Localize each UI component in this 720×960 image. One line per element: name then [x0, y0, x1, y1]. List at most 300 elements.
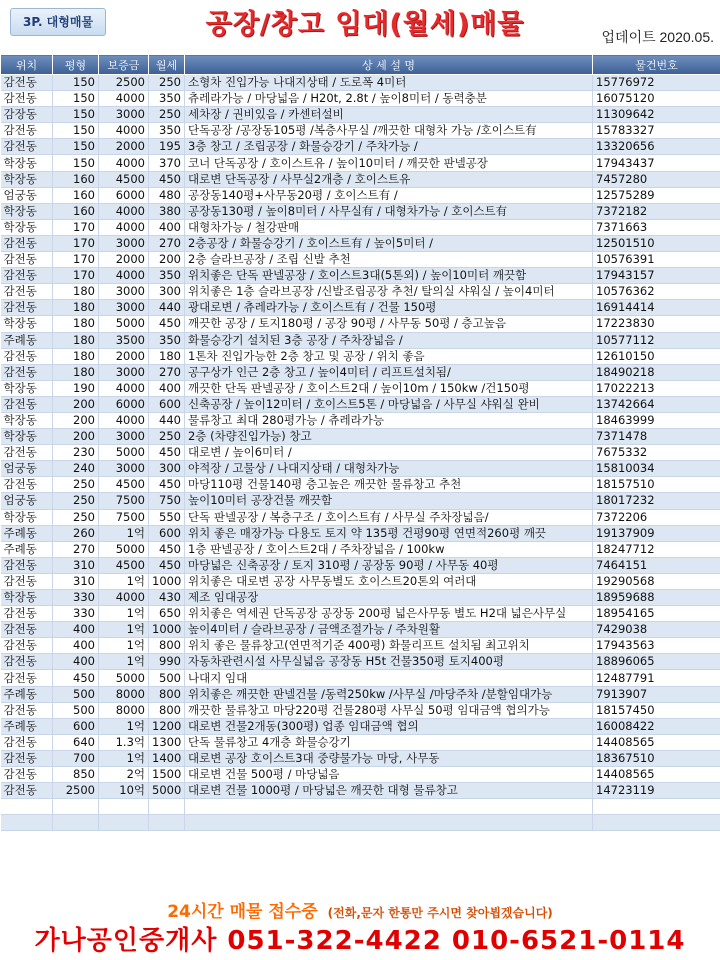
cell-description: 대로변 단독공장 / 사무실2개층 / 호이스트유 — [185, 171, 593, 187]
page-title: 공장/창고 임대(월세)매물 — [205, 9, 525, 40]
table-row — [1, 686, 720, 702]
cell-area: 240 — [53, 461, 99, 477]
table-row — [1, 509, 720, 525]
cell-deposit: 8000 — [99, 686, 149, 702]
cell-listing-id: 7372182 — [593, 203, 720, 219]
cell-rent: 480 — [149, 187, 185, 203]
cell-rent: 350 — [149, 123, 185, 139]
cell-area: 150 — [53, 123, 99, 139]
cell-deposit: 1억 — [99, 654, 149, 670]
cell-deposit: 3000 — [99, 300, 149, 316]
empty-cell — [99, 815, 149, 831]
cell-listing-id: 7913907 — [593, 686, 720, 702]
cell-area: 400 — [53, 622, 99, 638]
cell-description: 2층 슬라브공장 / 조립 신발 추천 — [185, 252, 593, 268]
listings-body — [1, 75, 720, 831]
page-label: 3P. 대형매물 — [10, 8, 106, 36]
cell-listing-id: 15776972 — [593, 75, 720, 91]
empty-cell — [149, 799, 185, 815]
empty-row — [1, 815, 720, 831]
empty-cell — [593, 815, 720, 831]
cell-rent: 450 — [149, 316, 185, 332]
table-row — [1, 654, 720, 670]
cell-location: 주례동 — [1, 541, 53, 557]
cell-listing-id: 18247712 — [593, 541, 720, 557]
cell-area: 150 — [53, 75, 99, 91]
cell-area: 200 — [53, 396, 99, 412]
cell-deposit: 3000 — [99, 284, 149, 300]
cell-deposit: 3000 — [99, 107, 149, 123]
cell-rent: 500 — [149, 670, 185, 686]
cell-area: 850 — [53, 767, 99, 783]
cell-listing-id: 17022213 — [593, 380, 720, 396]
cell-description: 코너 단독공장 / 호이스트유 / 높이10미터 / 깨끗한 판넬공장 — [185, 155, 593, 171]
table-row — [1, 461, 720, 477]
table-row — [1, 235, 720, 251]
cell-listing-id: 16914414 — [593, 300, 720, 316]
cell-listing-id: 10576391 — [593, 252, 720, 268]
cell-area: 700 — [53, 750, 99, 766]
cell-description: 자동차관련시설 사무실넓음 공장동 H5t 건물350평 토지400평 — [185, 654, 593, 670]
cell-deposit: 1억 — [99, 606, 149, 622]
cell-deposit: 4000 — [99, 268, 149, 284]
cell-description: 공구상가 인근 2층 창고 / 높이4미터 / 리프트설치됨/ — [185, 364, 593, 380]
cell-location: 감전동 — [1, 750, 53, 766]
cell-area: 250 — [53, 509, 99, 525]
cell-deposit: 1억 — [99, 622, 149, 638]
cell-description: 1톤차 진입가능한 2층 창고 및 공장 / 위치 좋음 — [185, 348, 593, 364]
cell-description: 단독 판넬공장 / 복층구조 / 호이스트有 / 사무실 주차장넓음/ — [185, 509, 593, 525]
table-row — [1, 573, 720, 589]
cell-deposit: 2000 — [99, 139, 149, 155]
cell-listing-id: 17943563 — [593, 638, 720, 654]
cell-description: 깨끗한 물류창고 마당220평 건물280평 사무실 50평 임대금액 협의가능 — [185, 702, 593, 718]
contact-info: 가나공인중개사 051-322-4422 010-6521-0114 — [34, 926, 686, 956]
cell-area: 600 — [53, 718, 99, 734]
page-header — [0, 0, 720, 54]
cell-area: 330 — [53, 606, 99, 622]
table-header-row — [1, 55, 720, 75]
cell-listing-id: 12487791 — [593, 670, 720, 686]
cell-area: 250 — [53, 493, 99, 509]
col-header-area: 평형 — [53, 55, 99, 75]
cell-rent: 440 — [149, 412, 185, 428]
cell-listing-id: 19290568 — [593, 573, 720, 589]
cell-location: 학장동 — [1, 429, 53, 445]
cell-location: 감전동 — [1, 767, 53, 783]
table-row — [1, 139, 720, 155]
empty-cell — [185, 815, 593, 831]
cell-description: 공장동130평 / 높이8미터 / 사무실有 / 대형차가능 / 호이스트有 — [185, 203, 593, 219]
cell-description: 광대로변 / 츄레라가능 / 호이스트有 / 건물 150평 — [185, 300, 593, 316]
cell-listing-id: 17943157 — [593, 268, 720, 284]
cell-description: 위치좋은 역세권 단독공장 공장동 200평 넓은사무동 별도 H2대 넓은사무실 — [185, 606, 593, 622]
cell-deposit: 3000 — [99, 235, 149, 251]
cell-rent: 1300 — [149, 734, 185, 750]
col-header-location: 위치 — [1, 55, 53, 75]
cell-listing-id: 10576362 — [593, 284, 720, 300]
cell-location: 학장동 — [1, 171, 53, 187]
cell-location: 학장동 — [1, 219, 53, 235]
cell-listing-id: 11309642 — [593, 107, 720, 123]
cell-description: 위치좋은 대로변 공장 사무동별도 호이스트20톤외 여러대 — [185, 573, 593, 589]
col-header-deposit: 보증금 — [99, 55, 149, 75]
table-row — [1, 590, 720, 606]
cell-area: 500 — [53, 686, 99, 702]
table-row — [1, 155, 720, 171]
cell-description: 위치좋은 단독 판넬공장 / 호이스트3대(5톤외) / 높이10미터 깨끗함 — [185, 268, 593, 284]
cell-description: 물류창고 최대 280평가능 / 츄레라가능 — [185, 412, 593, 428]
cell-listing-id: 7372206 — [593, 509, 720, 525]
cell-location: 엄궁동 — [1, 461, 53, 477]
cell-rent: 450 — [149, 171, 185, 187]
cell-area: 450 — [53, 670, 99, 686]
empty-cell — [99, 799, 149, 815]
cell-deposit: 4000 — [99, 590, 149, 606]
cell-listing-id: 18017232 — [593, 493, 720, 509]
cell-deposit: 4000 — [99, 380, 149, 396]
cell-listing-id: 16075120 — [593, 91, 720, 107]
cell-rent: 5000 — [149, 783, 185, 799]
cell-rent: 200 — [149, 252, 185, 268]
cell-area: 400 — [53, 654, 99, 670]
cell-location: 감전동 — [1, 348, 53, 364]
table-row — [1, 525, 720, 541]
table-row — [1, 396, 720, 412]
cell-location: 감전동 — [1, 75, 53, 91]
cell-area: 270 — [53, 541, 99, 557]
empty-row — [1, 799, 720, 815]
cell-rent: 1200 — [149, 718, 185, 734]
cell-location: 엄궁동 — [1, 187, 53, 203]
table-row — [1, 718, 720, 734]
table-row — [1, 203, 720, 219]
cell-deposit: 4000 — [99, 412, 149, 428]
cell-deposit: 1억 — [99, 718, 149, 734]
cell-listing-id: 12575289 — [593, 187, 720, 203]
cell-deposit: 4500 — [99, 477, 149, 493]
table-row — [1, 670, 720, 686]
col-header-rent: 월세 — [149, 55, 185, 75]
cell-deposit: 3500 — [99, 332, 149, 348]
cell-description: 높이4미터 / 슬라브공장 / 금액조절가능 / 주차원활 — [185, 622, 593, 638]
cell-description: 세차장 / 권비있음 / 카센터설비 — [185, 107, 593, 123]
cell-rent: 750 — [149, 493, 185, 509]
cell-location: 학장동 — [1, 155, 53, 171]
cell-deposit: 2500 — [99, 75, 149, 91]
cell-location: 학장동 — [1, 316, 53, 332]
cell-area: 150 — [53, 155, 99, 171]
cell-rent: 440 — [149, 300, 185, 316]
cell-location: 학장동 — [1, 203, 53, 219]
cell-deposit: 2000 — [99, 252, 149, 268]
listings-table — [0, 54, 720, 831]
table-row — [1, 268, 720, 284]
page-footer — [0, 894, 720, 960]
cell-area: 160 — [53, 187, 99, 203]
cell-listing-id: 14723119 — [593, 783, 720, 799]
cell-rent: 180 — [149, 348, 185, 364]
cell-description: 위치 좋은 매장가능 다용도 토지 약 135평 건평90평 연면적260평 깨끗 — [185, 525, 593, 541]
cell-listing-id: 18954165 — [593, 606, 720, 622]
cell-rent: 350 — [149, 91, 185, 107]
cell-area: 150 — [53, 91, 99, 107]
cell-location: 학장동 — [1, 412, 53, 428]
table-row — [1, 702, 720, 718]
cell-deposit: 6000 — [99, 187, 149, 203]
cell-description: 소형차 진입가능 나대지상태 / 도로폭 4미터 — [185, 75, 593, 91]
cell-rent: 800 — [149, 638, 185, 654]
cell-deposit: 1.3억 — [99, 734, 149, 750]
cell-rent: 450 — [149, 445, 185, 461]
cell-rent: 800 — [149, 686, 185, 702]
table-row — [1, 219, 720, 235]
table-row — [1, 75, 720, 91]
cell-rent: 300 — [149, 284, 185, 300]
cell-location: 주례동 — [1, 686, 53, 702]
cell-area: 230 — [53, 445, 99, 461]
cell-location: 감전동 — [1, 268, 53, 284]
cell-location: 감전동 — [1, 235, 53, 251]
cell-rent: 550 — [149, 509, 185, 525]
hours-text: 24시간 매물 접수중 — [167, 902, 318, 922]
cell-rent: 450 — [149, 477, 185, 493]
cell-listing-id: 17223830 — [593, 316, 720, 332]
table-row — [1, 734, 720, 750]
cell-location: 감전동 — [1, 139, 53, 155]
cell-rent: 600 — [149, 525, 185, 541]
cell-area: 500 — [53, 702, 99, 718]
cell-deposit: 3000 — [99, 429, 149, 445]
table-row — [1, 91, 720, 107]
cell-description: 단독 물류창고 4개층 화물승강기 — [185, 734, 593, 750]
cell-rent: 250 — [149, 75, 185, 91]
cell-listing-id: 7457280 — [593, 171, 720, 187]
cell-area: 170 — [53, 219, 99, 235]
cell-deposit: 8000 — [99, 702, 149, 718]
cell-rent: 350 — [149, 332, 185, 348]
cell-description: 위치 좋은 물류창고(연면적기준 400평) 화물리프트 설치됨 최고위치 — [185, 638, 593, 654]
cell-description: 3층 창고 / 조립공장 / 화물승강기 / 주차가능 / — [185, 139, 593, 155]
cell-area: 400 — [53, 638, 99, 654]
cell-area: 200 — [53, 412, 99, 428]
cell-deposit: 4000 — [99, 91, 149, 107]
cell-rent: 350 — [149, 268, 185, 284]
cell-deposit: 5000 — [99, 541, 149, 557]
cell-area: 330 — [53, 590, 99, 606]
cell-rent: 430 — [149, 590, 185, 606]
cell-deposit: 3000 — [99, 461, 149, 477]
cell-rent: 1000 — [149, 573, 185, 589]
table-row — [1, 783, 720, 799]
empty-cell — [53, 799, 99, 815]
table-row — [1, 284, 720, 300]
cell-location: 감전동 — [1, 557, 53, 573]
cell-area: 260 — [53, 525, 99, 541]
cell-rent: 650 — [149, 606, 185, 622]
cell-area: 170 — [53, 235, 99, 251]
cell-listing-id: 18490218 — [593, 364, 720, 380]
cell-area: 150 — [53, 107, 99, 123]
cell-listing-id: 18896065 — [593, 654, 720, 670]
col-header-listing-id: 물건번호 — [593, 55, 720, 75]
table-row — [1, 412, 720, 428]
cell-area: 180 — [53, 316, 99, 332]
cell-location: 감전동 — [1, 654, 53, 670]
cell-area: 180 — [53, 348, 99, 364]
cell-description: 깨끗한 단독 판넬공장 / 호이스트2대 / 높이10m / 150kw /건150평 — [185, 380, 593, 396]
cell-deposit: 7500 — [99, 493, 149, 509]
cell-listing-id: 18463999 — [593, 412, 720, 428]
cell-location: 감장동 — [1, 107, 53, 123]
cell-location: 주례동 — [1, 718, 53, 734]
cell-deposit: 4500 — [99, 171, 149, 187]
empty-cell — [185, 799, 593, 815]
cell-deposit: 3000 — [99, 364, 149, 380]
table-row — [1, 750, 720, 766]
cell-description: 마당넓은 신축공장 / 토지 310평 / 공장동 90평 / 사무동 40평 — [185, 557, 593, 573]
cell-rent: 600 — [149, 396, 185, 412]
cell-description: 마당110평 건물140평 층고높은 깨끗한 물류창고 추천 — [185, 477, 593, 493]
cell-listing-id: 18959688 — [593, 590, 720, 606]
cell-description: 높이10미터 공장건물 깨끗함 — [185, 493, 593, 509]
cell-location: 감전동 — [1, 364, 53, 380]
cell-location: 감전동 — [1, 123, 53, 139]
hours-notice — [0, 897, 720, 922]
cell-area: 310 — [53, 557, 99, 573]
cell-listing-id: 17943437 — [593, 155, 720, 171]
table-row — [1, 541, 720, 557]
cell-description: 대형차가능 / 철강판매 — [185, 219, 593, 235]
cell-location: 감전동 — [1, 396, 53, 412]
cell-listing-id: 15783327 — [593, 123, 720, 139]
cell-deposit: 7500 — [99, 509, 149, 525]
table-row — [1, 557, 720, 573]
cell-location: 감전동 — [1, 477, 53, 493]
cell-listing-id: 7371478 — [593, 429, 720, 445]
cell-deposit: 2000 — [99, 348, 149, 364]
table-row — [1, 123, 720, 139]
cell-location: 감전동 — [1, 91, 53, 107]
table-row — [1, 300, 720, 316]
cell-area: 250 — [53, 477, 99, 493]
cell-area: 2500 — [53, 783, 99, 799]
cell-description: 야적장 / 고물상 / 나대지상태 / 대형차가능 — [185, 461, 593, 477]
cell-deposit: 5000 — [99, 316, 149, 332]
table-row — [1, 252, 720, 268]
cell-rent: 380 — [149, 203, 185, 219]
cell-location: 학장동 — [1, 590, 53, 606]
table-row — [1, 638, 720, 654]
cell-listing-id: 7371663 — [593, 219, 720, 235]
cell-location: 감전동 — [1, 300, 53, 316]
cell-rent: 270 — [149, 364, 185, 380]
table-row — [1, 332, 720, 348]
table-row — [1, 107, 720, 123]
cell-deposit: 4000 — [99, 155, 149, 171]
cell-listing-id: 7429038 — [593, 622, 720, 638]
cell-rent: 800 — [149, 702, 185, 718]
cell-listing-id: 14408565 — [593, 767, 720, 783]
cell-location: 감전동 — [1, 284, 53, 300]
table-row — [1, 767, 720, 783]
cell-location: 감전동 — [1, 670, 53, 686]
cell-rent: 270 — [149, 235, 185, 251]
cell-rent: 1000 — [149, 622, 185, 638]
cell-location: 감전동 — [1, 734, 53, 750]
cell-deposit: 4500 — [99, 557, 149, 573]
col-header-description: 상 세 설 명 — [185, 55, 593, 75]
cell-rent: 400 — [149, 380, 185, 396]
cell-location: 학장동 — [1, 380, 53, 396]
empty-cell — [1, 815, 53, 831]
cell-area: 180 — [53, 332, 99, 348]
cell-deposit: 2억 — [99, 767, 149, 783]
empty-cell — [1, 799, 53, 815]
cell-deposit: 1억 — [99, 573, 149, 589]
cell-listing-id: 7675332 — [593, 445, 720, 461]
cell-listing-id: 18157450 — [593, 702, 720, 718]
cell-deposit: 4000 — [99, 123, 149, 139]
table-row — [1, 429, 720, 445]
cell-rent: 1500 — [149, 767, 185, 783]
cell-rent: 450 — [149, 541, 185, 557]
cell-area: 190 — [53, 380, 99, 396]
table-row — [1, 380, 720, 396]
cell-location: 감전동 — [1, 573, 53, 589]
cell-area: 180 — [53, 284, 99, 300]
cell-listing-id: 16008422 — [593, 718, 720, 734]
cell-location: 감전동 — [1, 783, 53, 799]
cell-rent: 195 — [149, 139, 185, 155]
cell-rent: 250 — [149, 107, 185, 123]
cell-description: 대로변 건물 1000평 / 마당넓은 깨끗한 대형 물류창고 — [185, 783, 593, 799]
cell-description: 위치좋은 깨끗한 판넬건물 /동력250kw /사무실 /마당주차 /분할임대가능 — [185, 686, 593, 702]
cell-area: 180 — [53, 300, 99, 316]
empty-cell — [53, 815, 99, 831]
cell-rent: 300 — [149, 461, 185, 477]
hours-note: (전화,문자 한통만 주시면 찾아뵙겠습니다) — [327, 906, 553, 920]
cell-listing-id: 14408565 — [593, 734, 720, 750]
update-date: 업데이트 2020.05. — [601, 29, 714, 45]
cell-description: 나대지 임대 — [185, 670, 593, 686]
cell-description: 대로변 / 높이6미터 / — [185, 445, 593, 461]
table-row — [1, 445, 720, 461]
cell-area: 200 — [53, 429, 99, 445]
cell-listing-id: 13320656 — [593, 139, 720, 155]
cell-area: 640 — [53, 734, 99, 750]
table-row — [1, 606, 720, 622]
cell-deposit: 1억 — [99, 638, 149, 654]
cell-deposit: 1억 — [99, 525, 149, 541]
cell-area: 160 — [53, 171, 99, 187]
cell-rent: 400 — [149, 219, 185, 235]
cell-area: 160 — [53, 203, 99, 219]
table-row — [1, 187, 720, 203]
cell-rent: 250 — [149, 429, 185, 445]
cell-rent: 1400 — [149, 750, 185, 766]
cell-deposit: 6000 — [99, 396, 149, 412]
cell-listing-id: 10577112 — [593, 332, 720, 348]
cell-location: 감전동 — [1, 622, 53, 638]
cell-location: 주례동 — [1, 332, 53, 348]
cell-rent: 990 — [149, 654, 185, 670]
cell-rent: 450 — [149, 557, 185, 573]
table-row — [1, 171, 720, 187]
cell-area: 180 — [53, 364, 99, 380]
cell-description: 1층 판넬공장 / 호이스트2대 / 주차장넓음 / 100kw — [185, 541, 593, 557]
table-row — [1, 622, 720, 638]
